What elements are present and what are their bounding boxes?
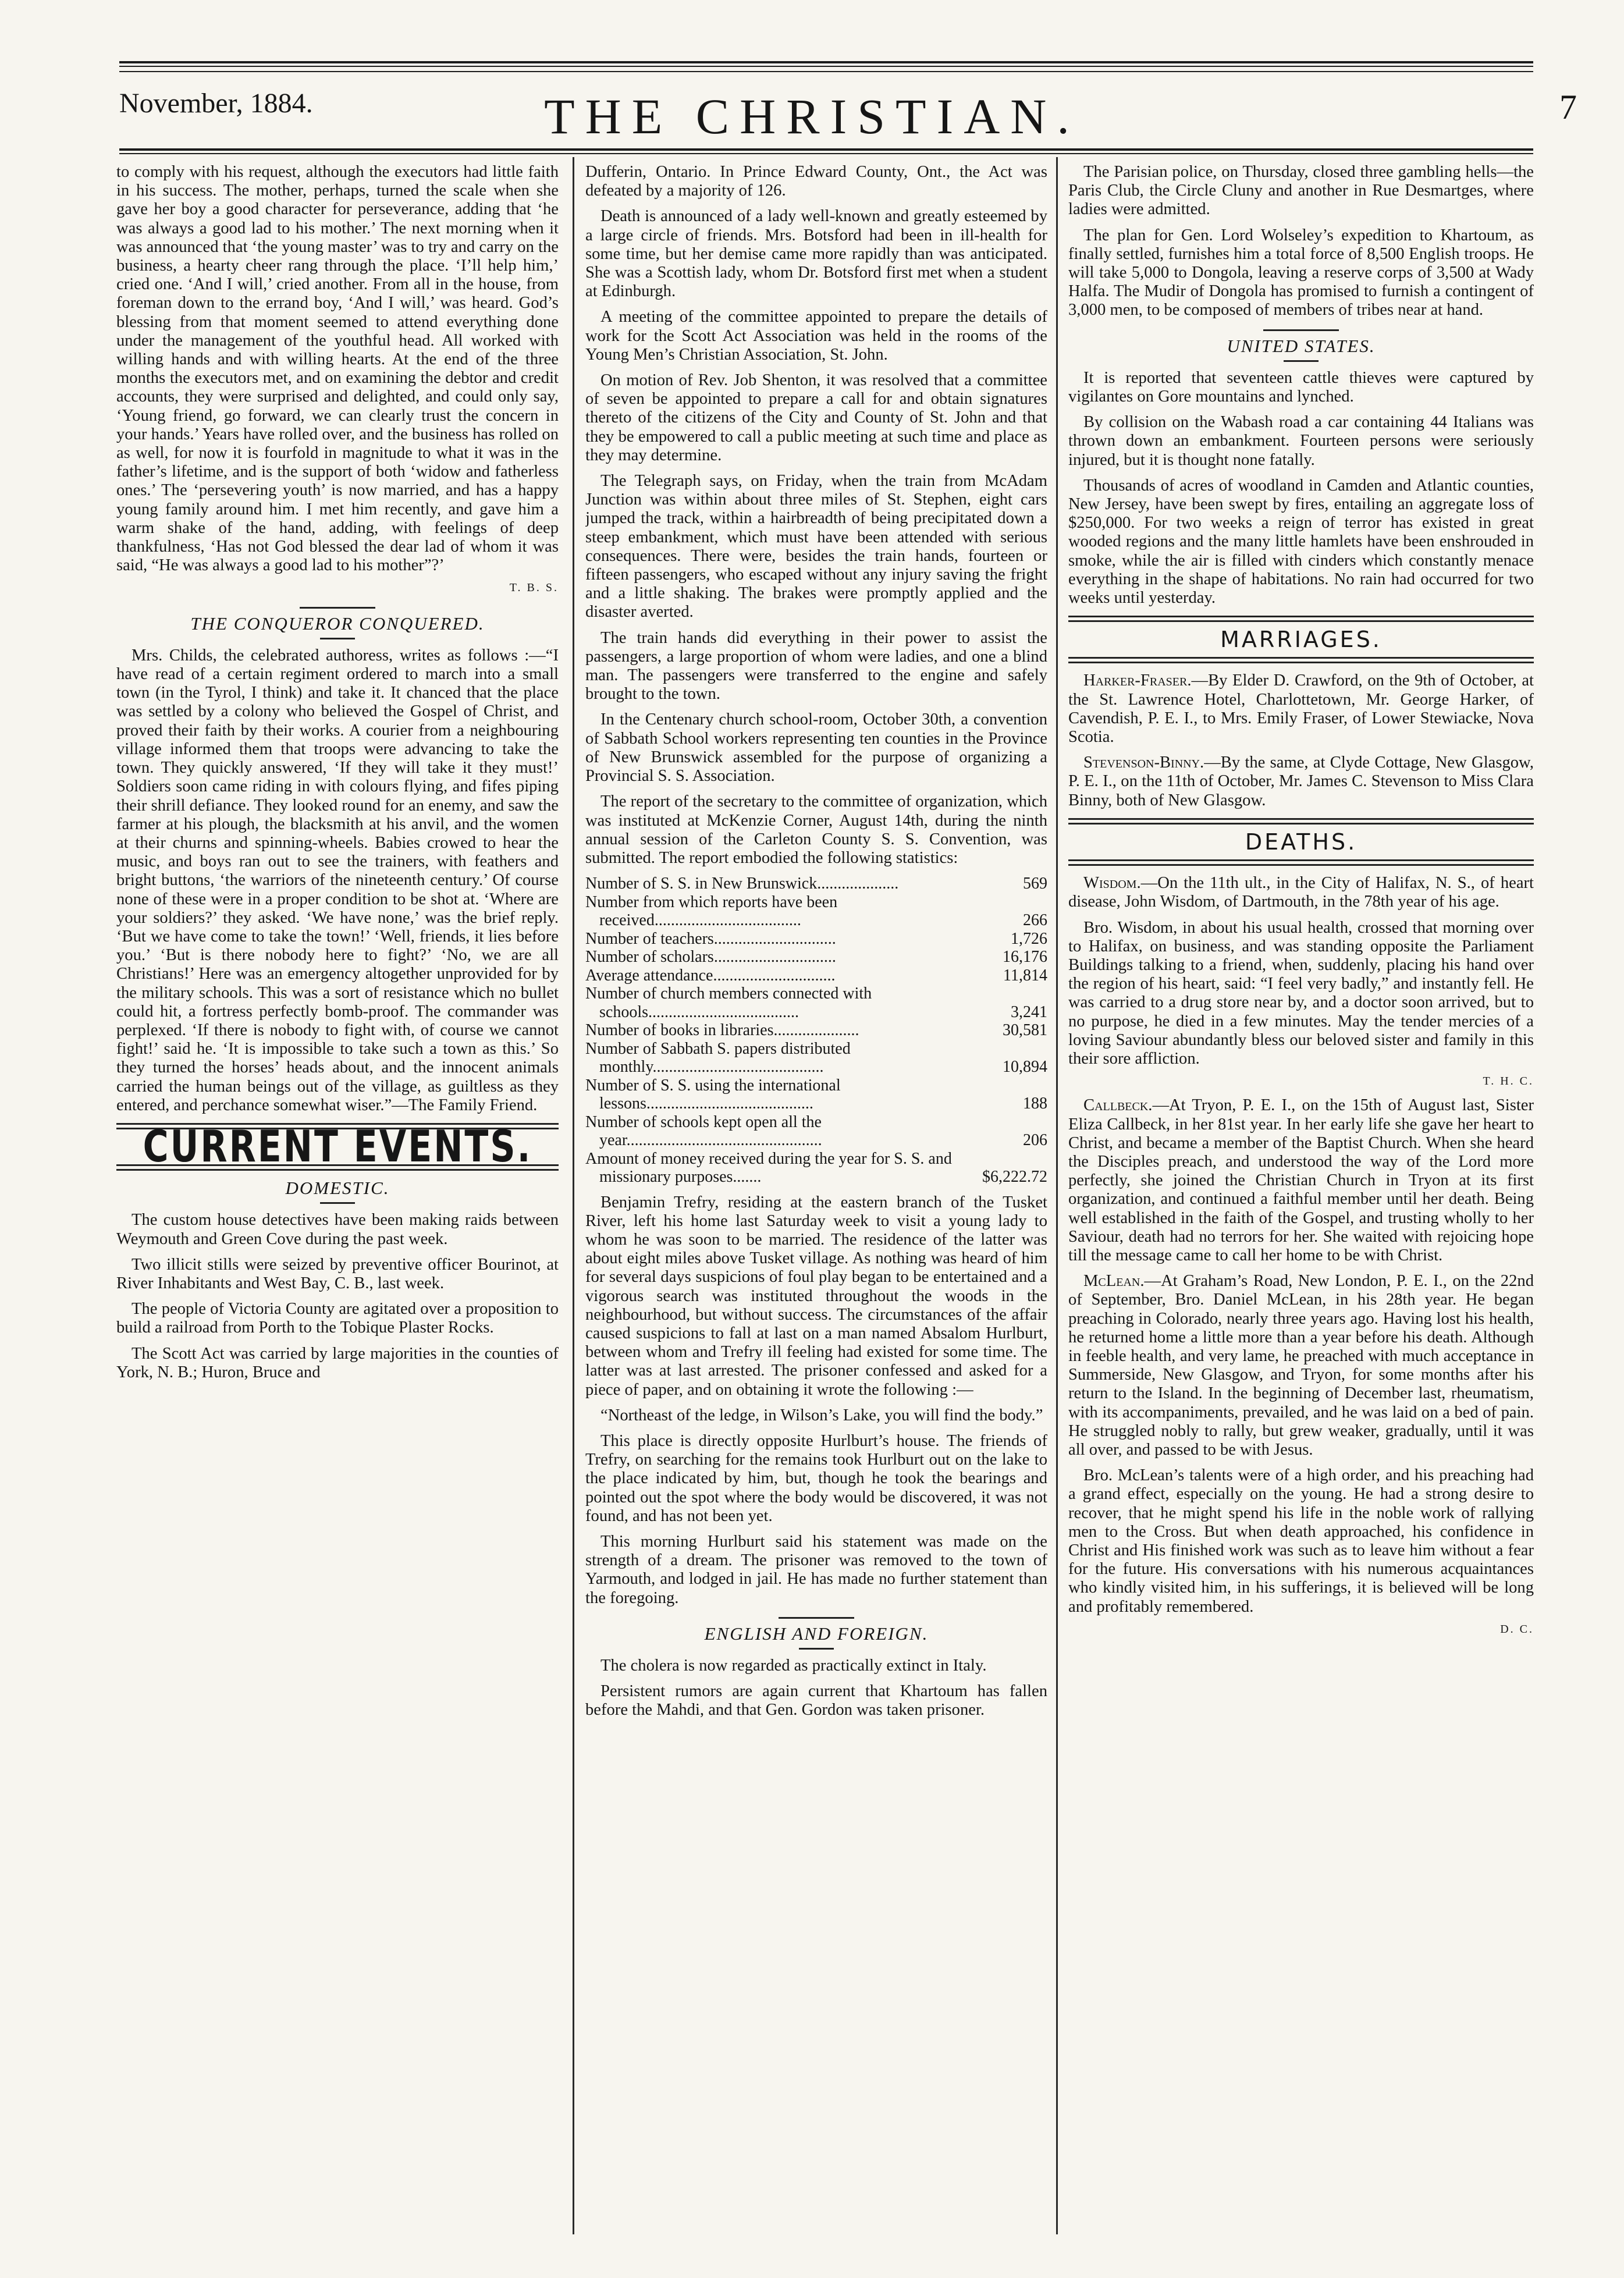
notice-text: —At Graham’s Road, New London, P. E. I., on the 22nd of September, Bro. Daniel McLean, in his 28th year. He began preaching in Colorado, nearly three years ago. Having lost his health, he returned home a little more than a year before his death. Although in feeble health, and very lame, he preached with much acceptance in Summerside, New Glasgow, and Tryon, for some months after his return to the Island. In the beginning of December last, rheumatism, with its accompaniments, prevailed, and he was laid on a bed of pain. He struggled nobly to rally, but grew weaker, gradually, until it was all over, and passed to be with Jesus. [1068, 1272, 1534, 1459]
statistic-row [585, 893, 1047, 930]
notice-signature: D. C. [1500, 1622, 1534, 1636]
top-rule-thin [119, 66, 1533, 67]
section-rule [779, 1617, 854, 1619]
news-item: Benjamin Trefry, residing at the eastern branch of the Tusket River, left his home last Saturday week to visit a young lady to whom he was soon to be married. The residence of the latter was about eight miles above Tusket village. As nothing was heard of him for several days suspicions of foul play began to be entertained and a vigorous search was instituted throughout the woods in the neighbourhood, but without success. The circumstances of the affair caused suspicions to fall at last on a man named Absalom Hurlburt, between whom and Trefry ill feeling had existed for some time. The latter was at last arrested. The prisoner confessed and asked for a piece of paper, and on obtaining it wrote the following :— [585, 1193, 1047, 1399]
notice-name: Callbeck. [1083, 1096, 1153, 1115]
statistic-value: 266 [1023, 911, 1047, 930]
statistic-row [585, 1021, 1047, 1040]
section-double-rule [1068, 616, 1534, 622]
column-divider-2 [1056, 157, 1058, 2234]
story-continuation: to comply with his request, although the executors had little faith in his success. The mother, perhaps, turned the scale when she gave her boy a good character for perseverance, adding that ‘he was always a good lad to his mother.’ The next morning when it was announced that ‘the young master’ was to try and carry on the business, a hearty cheer rang through the place. ‘I’ll help him,’ cried one. ‘And I will,’ cried another. From all in the house, from foreman down to the errand boy, ‘And I will,’ was heard. God’s blessing from that moment seemed to attend everything done under the management of the youthful head. All worked with willing hands and with willing hearts. At the end of the three months the executors met, and on examining the debtor and credit accounts, they were surprised and delighted, and could only say, ‘Young friend, go forward, we can clearly trust the concern in your hands.’ Years have rolled over, and the business has rolled on as well, for now it is fourfold in magnitude to what it was in the father’s lifetime, and is the support of both ‘widow and fatherless ones.’ The ‘persevering youth’ is now married, and has a happy young family around him. I met him recently, and gave him a warm shake of the hand, adding, with feelings of deep thankfulness, ‘Has not God blessed the dear lad of whom it was said, “He was always a good lad to his mother”?’ [116, 163, 559, 575]
notice-text: —By Elder D. Crawford, on the 9th of October, at the St. Lawrence Hotel, Charlottetown, Mr. George Harker, of Cavendish, P. E. I., to Mrs. Emily Fraser, of Lower Stewiacke, Nova Scotia. [1068, 671, 1534, 747]
news-item: It is reported that seventeen cattle thieves were captured by vigilantes on Gore mountains and lynched. [1068, 368, 1534, 406]
news-item: This morning Hurlburt said his statement was made on the strength of a dream. The prisoner was removed to the town of Yarmouth, and lodged in jail. He has made no further statement than the foregoing. [585, 1533, 1047, 1607]
sabbath-school-statistics [585, 875, 1047, 1186]
statistic-row [585, 1040, 1047, 1076]
news-item: The Telegraph says, on Friday, when the train from McAdam Junction was within about three miles of St. Stephen, eight cars jumped the track, within a hairbreadth of being precipitated down a steep embankment, which must have been attended with serious consequences. There were, besides the train hands, fourteen or fifteen passengers, who escaped without any injury saving the fright and a little shaking. The brakes were promptly applied and the disaster averted. [585, 472, 1047, 621]
top-rule [119, 61, 1533, 63]
column-1 [116, 163, 559, 2234]
section-rule [320, 1202, 355, 1204]
statistic-row [585, 930, 1047, 948]
deaths-heading: DEATHS. [1245, 829, 1358, 855]
statistic-value: 1,726 [1011, 929, 1047, 948]
current-events-heading: CURRENT EVENTS. [143, 1121, 532, 1172]
masthead-bottom-rule-thin [119, 153, 1533, 154]
notice-name: McLean. [1083, 1272, 1145, 1291]
section-rule [1263, 329, 1339, 331]
news-item: Thousands of acres of woodland in Camden and Atlantic counties, New Jersey, have been swept by fires, entailing an aggregate loss of $250,000. For two weeks a reign of terror has existed in great wooded regions and the many little hamlets have been enshrouded in smoke, while the air is filled with cinders which constantly menace everything in the shape of habitations. No rain had occurred for two weeks until yesterday. [1068, 476, 1534, 607]
news-item: This place is directly opposite Hurlburt’s house. The friends of Trefry, on searching for the remains took Hurlburt out on the lake to the place indicated by him, but, though he took the bearings and pointed out the spot where the body would be discovered, it was not found, and has not been yet. [585, 1432, 1047, 1525]
column-divider-1 [573, 157, 574, 2234]
statistic-value: 206 [1023, 1131, 1047, 1150]
statistic-value: 11,814 [1003, 966, 1047, 985]
section-rule [300, 607, 375, 609]
statistic-label: Number from which reports have been received.................................... [585, 893, 838, 930]
statistic-value: 16,176 [1003, 948, 1047, 966]
conqueror-heading: THE CONQUEROR CONQUERED. [190, 613, 485, 634]
column-3 [1068, 163, 1534, 2234]
statistic-label: Average attendance.............................. [585, 966, 836, 985]
section-rule [799, 1648, 834, 1650]
notice-text: —By the same, at Clyde Cottage, New Glasgow, P. E. I., on the 11th of October, Mr. James C. Stevenson to Miss Clara Binny, both of New Glasgow. [1068, 754, 1534, 809]
notice-text: —On the 11th ult., in the City of Halifax, N. S., of heart disease, John Wisdom, of Dartmouth, in the 78th year of his age. [1068, 874, 1534, 911]
news-item: Death is announced of a lady well-known and greatly esteemed by a large circle of friends. Mrs. Botsford had been in ill-health for some time, but her demise came more rapidly than was anticipated. She was a Scottish lady, whom Dr. Botsford first met when a student at Edinburgh. [585, 207, 1047, 301]
domestic-heading: DOMESTIC. [285, 1178, 390, 1199]
statistic-value: 3,241 [1011, 1003, 1047, 1021]
statistic-row [585, 1150, 1047, 1186]
death-notice [1068, 874, 1534, 911]
statistic-row [585, 966, 1047, 985]
statistic-row [585, 875, 1047, 893]
issue-date: November, 1884. [119, 88, 313, 119]
statistic-value: 569 [1023, 875, 1047, 893]
statistic-label: Number of S. S. in New Brunswick.................... [585, 875, 899, 893]
statistic-row [585, 1113, 1047, 1150]
statistic-value: $6,222.72 [982, 1168, 1047, 1186]
statistic-label: Amount of money received during the year for S. S. and missionary purposes....... [585, 1149, 952, 1186]
news-item: The report of the secretary to the committee of organization, which was instituted at McKenzie Corner, August 14th, during the ninth annual session of the Carleton County S. S. Convention, was submitted. The report embodied the following statistics: [585, 792, 1047, 867]
top-rule-lower [119, 71, 1533, 72]
statistic-label: Number of books in libraries..................... [585, 1021, 859, 1040]
conqueror-article: Mrs. Childs, the celebrated authoress, writes as follows :—“I have read of a certain regiment ordered to march into a small town (in the Tyrol, I think) and take it. It chanced that the place was settled by a colony who believed the Gospel of Christ, and proved their faith by their works. A courier from a neighbouring village informed them that troops were advancing to take the town. They quickly answered, ‘If they will take it they must!’ Soldiers soon came riding in with colours flying, and fifes piping their shrill defiance. They looked round for an enemy, and saw the farmer at his plough, the blacksmith at his anvil, and the women at their churns and spinning-wheels. Babies crowed to hear the music, and boys ran out to see the trainers, with feathers and bright buttons, ‘the warriors of the nineteenth century.’ Of course none of these were in a proper condition to be shot at. ‘Where are your soldiers?’ they asked. ‘We have none,’ was the brief reply. ‘But we have come to take the town!’ ‘Well, friends, it lies before you.’ ‘But is there nobody here to fight?’ ‘No, we are all Christians!’ Here was an emergency altogether unprovided for by the military schools. This was a sort of resistance which no bullet could hit, a fortress perfectly bomb-proof. The commander was perplexed. ‘If there is nobody to fight with, of course we cannot fight!’ said he. ‘It is impossible to take such a town as this.’ So they turned the horses’ heads about, and the innocent animals carried the human beings out of the village, as guiltless as they entered, and perchance somewhat wiser.”—The Family Friend. [116, 646, 559, 1114]
story-signature: T. B. S. [509, 581, 559, 595]
publication-title: THE CHRISTIAN. [544, 88, 1080, 144]
news-item: Dufferin, Ontario. In Prince Edward County, Ont., the Act was defeated by a majority of 126. [585, 163, 1047, 200]
news-item: A meeting of the committee appointed to prepare the details of work for the Scott Act Association was held in the rooms of the Young Men’s Christian Association, St. John. [585, 308, 1047, 364]
marriage-notice [1068, 671, 1534, 747]
news-item: Persistent rumors are again current that Khartoum has fallen before the Mahdi, and that Gen. Gordon was taken prisoner. [585, 1682, 1047, 1719]
statistic-label: Number of church members connected with schools..................................... [585, 985, 872, 1021]
notice-text: —At Tryon, P. E. I., on the 15th of August last, Sister Eliza Callbeck, in her 81st year. In her early life she gave her heart to Christ, and became a member of the Baptist Church. When she heard the Disciples preach, and understood the way of the Lord more perfectly, she joined the Christian Church in Tryon at its first organization, and continued a faithful member until her death. Being well established in the faith of the Gospel, and trusting wholly to her Saviour, death had no terrors for her. She waited with rejoicing hope till the message came to call her home to be with Christ. [1068, 1096, 1534, 1264]
marriages-heading: MARRIAGES. [1220, 627, 1382, 653]
statistic-row [585, 1076, 1047, 1113]
news-item: The Parisian police, on Thursday, closed three gambling hells—the Paris Club, the Circle Cluny and another in Rue Desmartges, where ladies were admitted. [1068, 163, 1534, 219]
news-item: On motion of Rev. Job Shenton, it was resolved that a committee of seven be appointed to prepare a call for and obtain signatures thereto of the citizens of the City and County of St. John and that they be empowered to call a public meeting at such time and place as they may determine. [585, 371, 1047, 464]
column-2 [585, 163, 1047, 2234]
news-item: “Northeast of the ledge, in Wilson’s Lake, you will find the body.” [600, 1406, 1043, 1424]
statistic-row [585, 985, 1047, 1021]
news-item: The cholera is now regarded as practically extinct in Italy. [600, 1657, 987, 1675]
statistic-value: 30,581 [1003, 1021, 1047, 1040]
masthead-bottom-rule [119, 148, 1533, 151]
section-double-rule [1068, 859, 1534, 866]
news-item: The train hands did everything in their power to assist the passengers, a large proportion of whom were ladies, and one a blind man. The passengers were transferred to the engine and safely brought to the town. [585, 628, 1047, 703]
news-item: By collision on the Wabash road a car containing 44 Italians was thrown down an embankment. Fourteen persons were seriously injured, but it is thought none fatally. [1068, 413, 1534, 469]
domestic-item: The custom house detectives have been making raids between Weymouth and Green Cove during the past week. [116, 1211, 559, 1248]
section-double-rule [1068, 657, 1534, 663]
death-notice-body: Bro. McLean’s talents were of a high order, and his preaching had a grand effect, especially on the young. He had a strong desire to recover, that he might spend his life in the noble work of rallying men to the Cross. But when death approached, his confidence in Christ and His finished work was such as to leave him without a fear for the future. His conversations with his numerous acquaintances who kindly visited him, in his sufferings, it is believed will be long and profitably remembered. [1068, 1466, 1534, 1616]
death-notice [1068, 1272, 1534, 1459]
marriage-notice [1068, 754, 1534, 810]
section-rule [1284, 360, 1319, 362]
statistic-label: Number of teachers.............................. [585, 929, 836, 948]
notice-name: Stevenson-Binny. [1083, 754, 1204, 772]
domestic-item: Two illicit stills were seized by preventive officer Bourinot, at River Inhabitants and West Bay, C. B., last week. [116, 1255, 559, 1292]
domestic-item: The Scott Act was carried by large majorities in the counties of York, N. B.; Huron, Bruce and [116, 1344, 559, 1381]
page-number: 7 [1559, 88, 1577, 126]
news-item: The plan for Gen. Lord Wolseley’s expedition to Khartoum, as finally settled, furnishes him a total force of 8,500 English troops. He will take 5,000 to Dongola, leaving a reserve corps of 3,500 at Wady Halfa. The Mudir of Dongola has promised to furnish a contingent of 3,000 men, to be composed of members of tribes near at hand. [1068, 226, 1534, 319]
section-double-rule [1068, 818, 1534, 825]
notice-name: Harker-Fraser. [1083, 671, 1192, 690]
statistic-label: Number of Sabbath S. papers distributed monthly.......................................... [585, 1039, 851, 1076]
notice-name: Wisdom. [1083, 874, 1141, 893]
news-item: In the Centenary church school-room, October 30th, a convention of Sabbath School workers representing ten counties in the Province of New Brunswick assembled for the purpose of organizing a Provincial S. S. Association. [585, 710, 1047, 786]
statistic-label: Number of S. S. using the international lessons......................................... [585, 1076, 841, 1113]
statistic-value: 10,894 [1003, 1058, 1047, 1076]
section-rule [320, 638, 355, 639]
united-states-heading: UNITED STATES. [1227, 335, 1376, 356]
domestic-item: The people of Victoria County are agitated over a proposition to build a railroad from Porth to the Tobique Plaster Rocks. [116, 1300, 559, 1337]
death-notice-body: Bro. Wisdom, in about his usual health, crossed that morning over to Halifax, on business, and was standing opposite the Parliament Buildings talking to a friend, when, suddenly, placing his hand over the region of his heart, said: “I feel very badly,” and instantly fell. He was carried to a drug store near by, and a doctor soon arrived, but to no purpose, he died in a few minutes. May the tender mercies of a loving Saviour abundantly bless our beloved sister and family in this their sore affliction. [1068, 918, 1534, 1068]
notice-signature: T. H. C. [1483, 1075, 1534, 1088]
statistic-row [585, 948, 1047, 966]
statistic-label: Number of schools kept open all the year................................................ [585, 1113, 822, 1150]
english-foreign-heading: ENGLISH AND FOREIGN. [704, 1623, 929, 1644]
statistic-label: Number of scholars.............................. [585, 948, 836, 966]
death-notice [1068, 1096, 1534, 1265]
statistic-value: 188 [1023, 1094, 1047, 1113]
